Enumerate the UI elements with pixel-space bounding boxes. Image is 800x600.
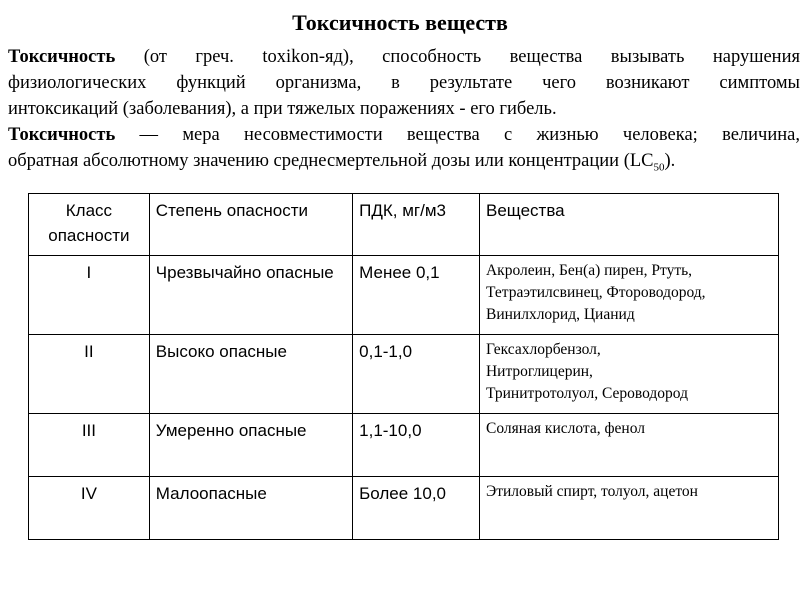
paragraph-1-line-1-text: (от греч. toxikon-яд), способность вещества вызывать нарушения <box>115 47 800 67</box>
cell-pdk: 1,1-10,0 <box>353 414 480 477</box>
paragraph-1-line-1 <box>8 44 800 70</box>
substance-line: Нитроглицерин, <box>485 363 593 380</box>
paragraph-2-line-1 <box>8 122 800 148</box>
cell-pdk: 0,1-1,0 <box>353 335 480 414</box>
header-hazard-degree: Степень опасности <box>149 194 352 256</box>
cell-pdk: Более 10,0 <box>353 477 480 540</box>
cell-class: II <box>29 335 150 414</box>
paragraph-2-line-2-text: обратная абсолютному значению среднесмертельной дозы или концентрации (LC <box>8 151 654 171</box>
toxicity-classes-table <box>28 193 779 540</box>
substance-line: Этиловый спирт, толуол, ацетон <box>485 483 698 500</box>
paragraph-2-line-1-text: — мера несовместимости вещества с жизнью человека; величина, <box>115 125 800 145</box>
cell-degree: Умеренно опасные <box>149 414 352 477</box>
table-row <box>29 477 779 540</box>
cell-pdk: Менее 0,1 <box>353 256 480 335</box>
term-toxicity: Токсичность <box>8 47 116 67</box>
paragraph-2-line-2 <box>8 148 800 181</box>
substance-line: Тетраэтилсвинец, Фтороводород, <box>485 284 706 301</box>
table-row <box>29 414 779 477</box>
substance-line: Винилхлорид, Цианид <box>485 306 635 323</box>
table-header-row <box>29 194 779 256</box>
cell-substances <box>479 335 778 414</box>
header-substances: Вещества <box>479 194 778 256</box>
paragraph-1-line-3: интоксикаций (заболевания), а при тяжелых поражениях - его гибель. <box>8 99 557 119</box>
lc50-subscript: 50 <box>653 161 665 174</box>
substance-line: Акролеин, Бен(а) пирен, Ртуть, <box>485 262 693 279</box>
cell-class: IV <box>29 477 150 540</box>
table-row <box>29 256 779 335</box>
cell-substances <box>479 414 778 477</box>
paragraph-1-line-2: физиологических функций организма, в результате чего возникают симптомы <box>8 73 800 93</box>
cell-class: III <box>29 414 150 477</box>
cell-degree: Чрезвычайно опасные <box>149 256 352 335</box>
definition-paragraph-1 <box>8 44 800 122</box>
header-pdk: ПДК, мг/м3 <box>353 194 480 256</box>
term-toxicity-2: Токсичность <box>8 125 116 145</box>
substance-line: Тринитротолуол, Сероводород <box>485 385 688 402</box>
definition-paragraph-2 <box>8 122 800 181</box>
page-title: Токсичность веществ <box>292 10 508 35</box>
table-row <box>29 335 779 414</box>
cell-class: I <box>29 256 150 335</box>
cell-degree: Высоко опасные <box>149 335 352 414</box>
paragraph-2-line-2-end: ). <box>664 151 676 171</box>
header-hazard-class: Класс опасности <box>29 194 150 256</box>
substance-line: Гексахлорбензол, <box>485 341 601 358</box>
cell-substances <box>479 256 778 335</box>
cell-substances <box>479 477 778 540</box>
substance-line: Соляная кислота, фенол <box>485 420 645 437</box>
cell-degree: Малоопасные <box>149 477 352 540</box>
